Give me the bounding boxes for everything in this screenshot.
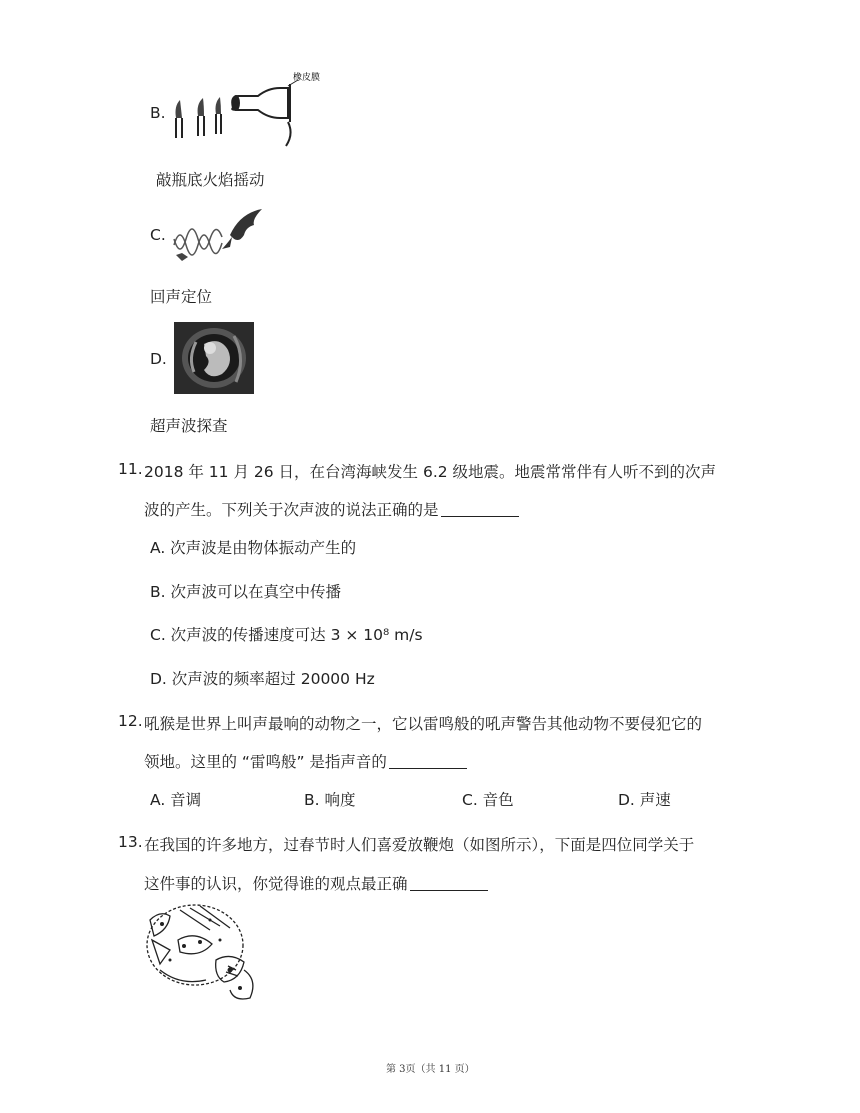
q13-number: 13. xyxy=(118,833,143,851)
q11-text-line1: 2018 年 11 月 26 日，在台湾海峡发生 6.2 级地震。地震常常伴有人听不到的次声 xyxy=(144,463,717,481)
option-c-caption: 回声定位 xyxy=(150,288,213,306)
q13-answer-blank[interactable] xyxy=(410,875,488,891)
q12-answer-blank[interactable] xyxy=(389,753,467,769)
firecracker-image xyxy=(140,900,265,1005)
q11-text-line2 xyxy=(144,498,519,520)
option-d-caption: 超声波探查 xyxy=(150,417,228,435)
q12-text-line1: 吼猴是世界上叫声最响的动物之一，它以雷鸣般的吼声警告其他动物不要侵犯它的 xyxy=(144,715,703,733)
option-c-label: C. xyxy=(150,226,166,244)
q11-number: 11. xyxy=(118,460,143,478)
q11-option-c: C. 次声波的传播速度可达 3 × 10⁸ m/s xyxy=(150,626,423,644)
q12-number: 12. xyxy=(118,712,143,730)
q12-option-c: C. 音色 xyxy=(462,791,514,809)
rubber-membrane-label: 橡皮膜 xyxy=(293,73,321,83)
q11-option-d: D. 次声波的频率超过 20000 Hz xyxy=(150,670,375,688)
q13-text-line1: 在我国的许多地方，过春节时人们喜爱放鞭炮（如图所示），下面是四位同学关于 xyxy=(144,836,695,854)
q13-line2-text: 这件事的认识，你觉得谁的观点最正确 xyxy=(144,875,408,893)
option-b-caption: 敲瓶底火焰摇动 xyxy=(156,171,265,189)
option-b-label: B. xyxy=(150,104,166,122)
q11-answer-blank[interactable] xyxy=(441,501,519,517)
page-footer: 第 3页（共 11 页） xyxy=(386,1064,475,1075)
q12-line2-text: 领地。这里的 “雷鸣般” 是指声音的 xyxy=(144,753,387,771)
q13-text-line2 xyxy=(144,872,488,894)
bat-echolocation-image xyxy=(170,205,270,265)
bottle-candles-image xyxy=(168,73,368,146)
option-d-label: D. xyxy=(150,350,167,368)
q11-option-a: A. 次声波是由物体振动产生的 xyxy=(150,539,357,557)
ultrasound-scan-image xyxy=(174,322,254,394)
q12-option-b: B. 响度 xyxy=(304,791,356,809)
q11-option-b: B. 次声波可以在真空中传播 xyxy=(150,583,341,601)
q12-option-d: D. 声速 xyxy=(618,791,671,809)
q12-option-a: A. 音调 xyxy=(150,791,202,809)
q12-text-line2 xyxy=(144,750,467,772)
q11-line2-text: 波的产生。下列关于次声波的说法正确的是 xyxy=(144,501,439,519)
